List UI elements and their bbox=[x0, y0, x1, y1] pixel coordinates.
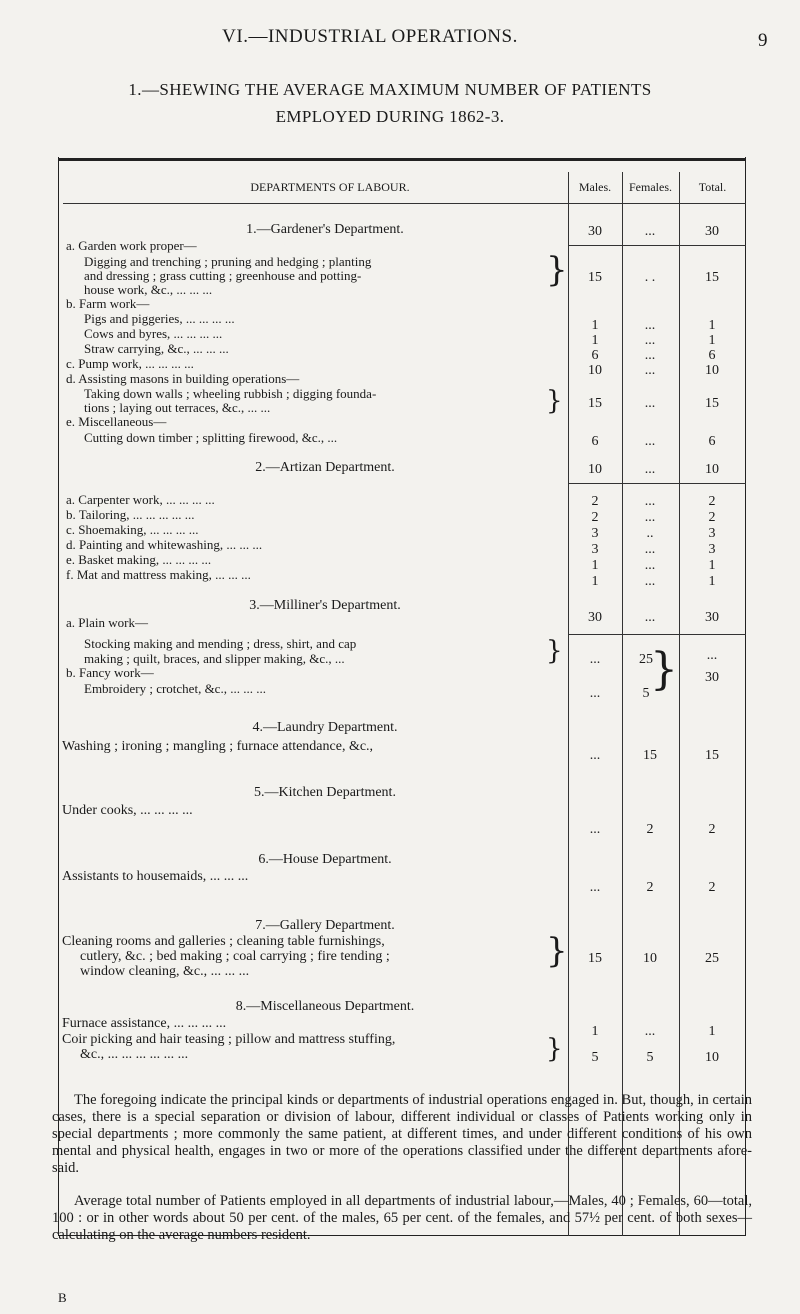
row-label: a. Carpenter work, ... ... ... ... bbox=[66, 492, 215, 507]
row-label: Assistants to housemaids, ... ... ... bbox=[62, 869, 249, 884]
cell-males: 1 bbox=[591, 574, 599, 589]
row-label: &c., ... ... ... ... ... ... bbox=[80, 1047, 189, 1062]
row-label: Pigs and piggeries, ... ... ... ... bbox=[84, 311, 235, 326]
cell-females: ... bbox=[644, 558, 656, 573]
cell-males: 6 bbox=[591, 434, 599, 449]
col-header-females: Females. bbox=[629, 180, 672, 194]
row-label: a. Plain work— bbox=[66, 615, 148, 630]
cell-total: 30 bbox=[705, 670, 719, 685]
cell-males: 15 bbox=[588, 951, 602, 966]
section-artizan: 2.—Artizan Department. bbox=[255, 460, 395, 475]
cell-total: 2 bbox=[708, 494, 716, 509]
row-label: d. Assisting masons in building operations— bbox=[66, 371, 300, 386]
subtotal-rule bbox=[568, 245, 746, 246]
cell-total: 3 bbox=[708, 542, 716, 557]
row-label: Under cooks, ... ... ... ... bbox=[62, 803, 193, 818]
cell-females: .. bbox=[646, 526, 654, 541]
cell-females: ... bbox=[644, 462, 656, 477]
section-gardener: 1.—Gardener's Department. bbox=[246, 222, 404, 237]
section-milliner: 3.—Milliner's Department. bbox=[249, 598, 401, 613]
row-label: Cutting down timber ; splitting firewood, &c., ... bbox=[84, 430, 338, 445]
section-gallery: 7.—Gallery Department. bbox=[255, 918, 395, 933]
col-header-total: Total. bbox=[698, 180, 727, 194]
cell-females: ... bbox=[644, 434, 656, 449]
running-header: VI.—INDUSTRIAL OPERATIONS. bbox=[222, 26, 518, 47]
col-header-departments: DEPARTMENTS OF LABOUR. bbox=[250, 180, 410, 194]
cell-males: 2 bbox=[591, 494, 599, 509]
cell-total: 30 bbox=[705, 224, 719, 239]
cell-males: ... bbox=[589, 652, 601, 667]
cell-males: ... bbox=[589, 822, 601, 837]
cell-males: 30 bbox=[588, 224, 602, 239]
paragraph: The foregoing indicate the principal kinds or departments of industrial operations engaged in. But, though, in certain cases, there is a special separation or division of labour, different individual or classes of Patients working only in special departments ; more commonly the same patient, at different times, and under different conditions of his own mental and physical health, engages in two or more of the operations classified under the different departments afore-said. bbox=[52, 1092, 752, 1176]
cell-males: 15 bbox=[588, 270, 602, 285]
brace: } bbox=[650, 644, 678, 695]
cell-females: ... bbox=[644, 574, 656, 589]
col-divider-3 bbox=[679, 172, 680, 1236]
subtotal-rule bbox=[568, 634, 746, 635]
section-house: 6.—House Department. bbox=[258, 852, 392, 867]
cell-total: ... bbox=[706, 648, 718, 663]
cell-total: 25 bbox=[705, 951, 719, 966]
cell-total: 10 bbox=[705, 462, 719, 477]
cell-females: ... bbox=[644, 610, 656, 625]
row-label: making ; quilt, braces, and slipper making, &c., ... bbox=[84, 651, 345, 666]
cell-total: 2 bbox=[708, 510, 716, 525]
row-label: a. Garden work proper— bbox=[66, 238, 197, 253]
cell-total: 15 bbox=[705, 396, 719, 411]
paragraph: Average total number of Patients employed in all departments of industrial labour,—Males, 40 ; Females, 60—total, 100 : or in other words about 50 per cent. of the males, 65 per cent. of the females, and 57½ per cent. of both sexes—calculating on the average numbers resident. bbox=[52, 1193, 752, 1243]
cell-females: ... bbox=[644, 348, 656, 363]
row-label: e. Miscellaneous— bbox=[66, 414, 167, 429]
row-label: cutlery, &c. ; bed making ; coal carrying ; fire tending ; bbox=[80, 949, 390, 964]
cell-males: 15 bbox=[588, 396, 602, 411]
row-label: b. Farm work— bbox=[66, 296, 150, 311]
signature-mark: B bbox=[58, 1290, 67, 1305]
cell-females: 25 bbox=[639, 652, 653, 667]
brace: } bbox=[546, 250, 568, 290]
cell-females: ... bbox=[644, 333, 656, 348]
section-kitchen: 5.—Kitchen Department. bbox=[254, 785, 396, 800]
cell-total: 2 bbox=[708, 880, 716, 895]
cell-total: 2 bbox=[708, 822, 716, 837]
row-label: Coir picking and hair teasing ; pillow and mattress stuffing, bbox=[62, 1032, 396, 1047]
cell-females: ... bbox=[644, 1024, 656, 1039]
cell-total: 10 bbox=[705, 1050, 719, 1065]
title-line-1: 1.—SHEWING THE AVERAGE MAXIMUM NUMBER OF PATIENTS bbox=[128, 80, 652, 99]
cell-males: 10 bbox=[588, 363, 602, 378]
row-label: b. Fancy work— bbox=[66, 665, 154, 680]
row-label: Stocking making and mending ; dress, shirt, and cap bbox=[84, 636, 357, 651]
title-line-2: EMPLOYED DURING 1862-3. bbox=[275, 107, 505, 126]
cell-females: 5 bbox=[646, 1050, 654, 1065]
cell-total: 1 bbox=[708, 318, 716, 333]
row-label: window cleaning, &c., ... ... ... bbox=[80, 964, 250, 979]
cell-total: 6 bbox=[708, 348, 716, 363]
cell-males: 1 bbox=[591, 318, 599, 333]
cell-females: . . bbox=[644, 270, 656, 285]
row-label: and dressing ; grass cutting ; greenhouse and potting- bbox=[84, 268, 362, 283]
row-label: f. Mat and mattress making, ... ... ... bbox=[66, 567, 251, 582]
cell-total: 3 bbox=[708, 526, 716, 541]
row-label: Cleaning rooms and galleries ; cleaning table furnishings, bbox=[62, 934, 385, 949]
row-label: b. Tailoring, ... ... ... ... ... bbox=[66, 507, 195, 522]
cell-total: 30 bbox=[705, 610, 719, 625]
cell-total: 10 bbox=[705, 363, 719, 378]
cell-total: 6 bbox=[708, 434, 716, 449]
cell-females: 2 bbox=[646, 880, 654, 895]
cell-females: ... bbox=[644, 396, 656, 411]
cell-females: ... bbox=[644, 542, 656, 557]
cell-males: 6 bbox=[591, 348, 599, 363]
cell-females: 10 bbox=[643, 951, 657, 966]
cell-males: ... bbox=[589, 880, 601, 895]
row-label: c. Pump work, ... ... ... ... bbox=[66, 356, 194, 371]
cell-females: ... bbox=[644, 494, 656, 509]
row-label: Furnace assistance, ... ... ... ... bbox=[62, 1016, 227, 1031]
cell-total: 15 bbox=[705, 270, 719, 285]
cell-males: 3 bbox=[591, 526, 599, 541]
cell-total: 1 bbox=[708, 333, 716, 348]
cell-females: 2 bbox=[646, 822, 654, 837]
row-label: Washing ; ironing ; mangling ; furnace attendance, &c., bbox=[62, 739, 374, 754]
row-label: Straw carrying, &c., ... ... ... bbox=[84, 341, 229, 356]
header-rule bbox=[63, 203, 746, 204]
cell-total: 1 bbox=[708, 558, 716, 573]
row-label: e. Basket making, ... ... ... ... bbox=[66, 552, 212, 567]
row-label: d. Painting and whitewashing, ... ... ... bbox=[66, 537, 263, 552]
table-title bbox=[30, 76, 750, 130]
cell-males: 1 bbox=[591, 558, 599, 573]
cell-males: 3 bbox=[591, 542, 599, 557]
cell-total: 1 bbox=[708, 1024, 716, 1039]
cell-females: 15 bbox=[643, 748, 657, 763]
cell-males: 2 bbox=[591, 510, 599, 525]
col-header-males: Males. bbox=[578, 180, 612, 194]
cell-total: 1 bbox=[708, 574, 716, 589]
cell-males: 1 bbox=[591, 333, 599, 348]
section-laundry: 4.—Laundry Department. bbox=[252, 720, 398, 735]
brace: } bbox=[546, 1034, 563, 1064]
col-divider-2 bbox=[622, 172, 623, 1236]
cell-total: 15 bbox=[705, 748, 719, 763]
cell-females: ... bbox=[644, 318, 656, 333]
row-label: tions ; laying out terraces, &c., ... ... bbox=[84, 400, 271, 415]
cell-males: 1 bbox=[591, 1024, 599, 1039]
cell-males: 10 bbox=[588, 462, 602, 477]
cell-males: ... bbox=[589, 686, 601, 701]
row-label: Embroidery ; crotchet, &c., ... ... ... bbox=[84, 681, 266, 696]
brace: } bbox=[546, 636, 563, 666]
subtotal-rule bbox=[568, 483, 746, 484]
brace: } bbox=[546, 931, 568, 971]
cell-females: 5 bbox=[642, 686, 650, 701]
col-divider-1 bbox=[568, 172, 569, 1236]
row-label: Cows and byres, ... ... ... ... bbox=[84, 326, 223, 341]
row-label: Taking down walls ; wheeling rubbish ; digging founda- bbox=[84, 386, 377, 401]
row-label: Digging and trenching ; pruning and hedging ; planting bbox=[84, 254, 372, 269]
cell-females: ... bbox=[644, 363, 656, 378]
cell-females: ... bbox=[644, 224, 656, 239]
cell-males: ... bbox=[589, 748, 601, 763]
table-top-rule bbox=[58, 158, 746, 161]
brace: } bbox=[546, 386, 563, 416]
cell-males: 30 bbox=[588, 610, 602, 625]
section-miscellaneous: 8.—Miscellaneous Department. bbox=[235, 999, 415, 1014]
row-label: c. Shoemaking, ... ... ... ... bbox=[66, 522, 199, 537]
cell-males: 5 bbox=[591, 1050, 599, 1065]
page-number: 9 bbox=[758, 30, 768, 51]
cell-females: ... bbox=[644, 510, 656, 525]
row-label: house work, &c., ... ... ... bbox=[84, 282, 213, 297]
